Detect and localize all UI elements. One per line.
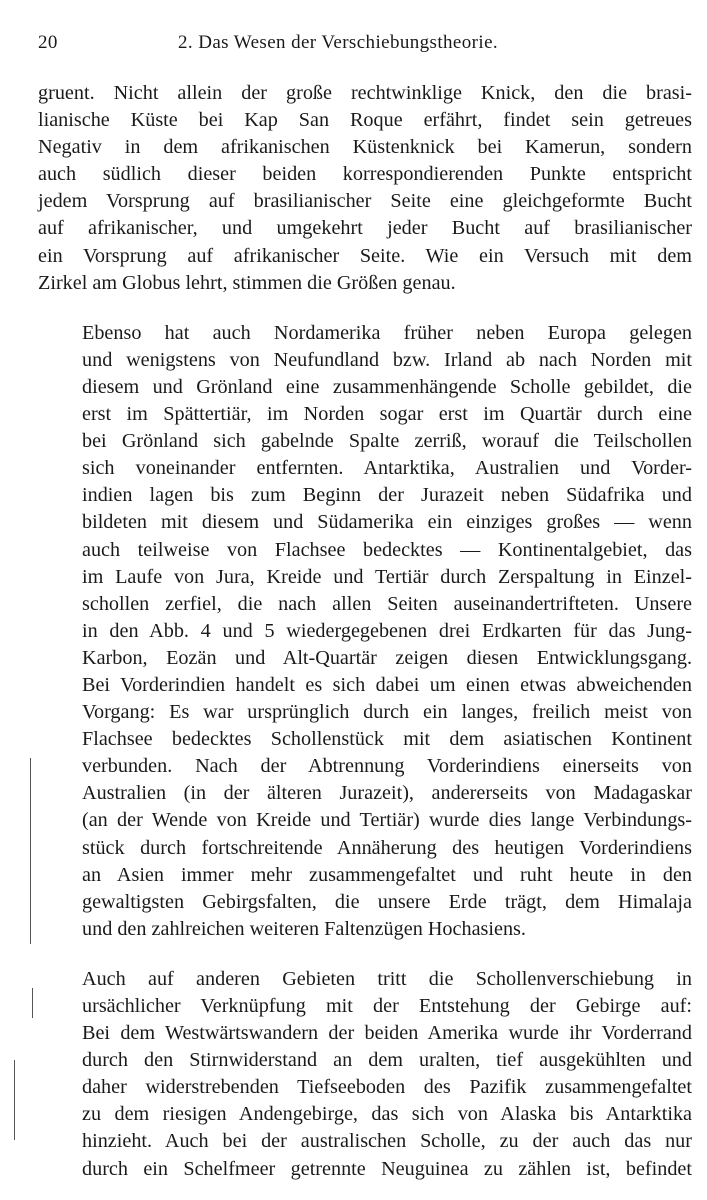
text-line: zu dem riesigen Andengebirge, das sich von Alaska bis Antarktika xyxy=(82,1103,692,1126)
text-line: sich voneinander entfernten. Antarktika, Australien und Vorder- xyxy=(82,457,692,480)
text-line: ein Vorsprung auf afrikanischer Seite. Wie ein Versuch mit dem xyxy=(38,244,692,267)
text-line: und wenigstens von Neufundland bzw. Irland ab nach Norden mit xyxy=(82,348,692,371)
paragraph-2 xyxy=(38,320,692,943)
page-header xyxy=(38,32,692,58)
text-line: stück durch fortschreitende Annäherung des heutigen Vorderindiens xyxy=(82,836,692,859)
running-title: 2. Das Wesen der Verschiebungstheorie. xyxy=(178,32,499,53)
text-line: hinzieht. Auch bei der australischen Scholle, zu der auch das nur xyxy=(82,1130,692,1153)
text-line: Australien (in der älteren Jurazeit), andererseits von Madagaskar xyxy=(82,782,692,805)
text-line: an Asien immer mehr zusammengefaltet und ruht heute in den xyxy=(82,863,692,886)
text-line: in den Abb. 4 und 5 wiedergegebenen drei Erdkarten für das Jung- xyxy=(82,619,692,642)
text-line: durch den Stirnwiderstand an dem uralten, tief ausgekühlten und xyxy=(82,1049,692,1072)
text-line: diesem und Grönland eine zusammenhängende Scholle gebildet, die xyxy=(82,375,692,398)
text-line: Flachsee bedecktes Schollenstück mit dem asiatischen Kontinent xyxy=(82,728,692,751)
text-line: Negativ in dem afrikanischen Küstenknick bei Kamerun, sondern xyxy=(38,136,692,159)
margin-mark xyxy=(14,1060,15,1140)
text-line: gruent. Nicht allein der große rechtwinklige Knick, den die brasi- xyxy=(38,82,692,104)
text-line: ursächlicher Verknüpfung mit der Entstehung der Gebirge auf: xyxy=(82,995,692,1017)
paragraph-3 xyxy=(38,966,692,1183)
text-line: Vorgang: Es war ursprünglich durch ein langes, freilich meist von xyxy=(82,701,692,724)
text-line: bildeten mit diesem und Südamerika ein einziges großes — wenn xyxy=(82,511,692,534)
text-line: indien lagen bis zum Beginn der Jurazeit neben Südafrika und xyxy=(82,484,692,507)
text-line: Karbon, Eozän und Alt-Quartär zeigen diesen Entwicklungsgang. xyxy=(82,646,692,669)
body-text xyxy=(38,80,692,1183)
text-line: Ebenso hat auch Nordamerika früher neben Europa gelegen xyxy=(82,321,692,344)
text-line: auf afrikanischer, und umgekehrt jeder Bucht auf brasilianischer xyxy=(38,217,692,240)
text-line: schollen zerfiel, die nach allen Seiten auseinandertrifteten. Unsere xyxy=(82,592,692,615)
text-line: Auch auf anderen Gebieten tritt die Schollenverschiebung in xyxy=(82,967,692,990)
text-line: und den zahlreichen weiteren Faltenzügen Hochasiens. xyxy=(82,917,526,940)
margin-mark xyxy=(30,758,31,944)
margin-mark xyxy=(32,988,33,1018)
text-line: auch teilweise von Flachsee bedecktes — Kontinentalgebiet, das xyxy=(82,538,692,561)
text-line: jedem Vorsprung auf brasilianischer Seite eine gleichgeformte Bucht xyxy=(38,190,692,213)
text-line: auch südlich dieser beiden korrespondierenden Punkte entspricht xyxy=(38,163,692,186)
text-line: lianische Küste bei Kap San Roque erfährt, findet sein getreues xyxy=(38,109,692,132)
text-line: daher widerstrebenden Tiefseeboden des Pazifik zusammengefaltet xyxy=(82,1076,692,1099)
text-line: Bei Vorderindien handelt es sich dabei um einen etwas abweichenden xyxy=(82,673,692,696)
page-number: 20 xyxy=(38,32,58,53)
text-line: (an der Wende von Kreide und Tertiär) wurde dies lange Verbindungs- xyxy=(82,809,692,832)
text-line: Zirkel am Globus lehrt, stimmen die Größen genau. xyxy=(38,271,456,294)
text-line: durch ein Schelfmeer getrennte Neuguinea zu zählen ist, befindet xyxy=(82,1157,692,1180)
text-line: erst im Spättertiär, im Norden sogar erst im Quartär durch eine xyxy=(82,403,692,426)
text-line: verbunden. Nach der Abtrennung Vorderindiens einerseits von xyxy=(82,755,692,778)
paragraph-1 xyxy=(38,80,692,297)
text-line: Bei dem Westwärtswandern der beiden Amerika wurde ihr Vorderrand xyxy=(82,1022,692,1045)
text-line: gewaltigsten Gebirgsfalten, die unsere Erde trägt, dem Himalaja xyxy=(82,890,692,913)
text-line: im Laufe von Jura, Kreide und Tertiär durch Zerspaltung in Einzel- xyxy=(82,565,692,588)
text-line: bei Grönland sich gabelnde Spalte zerriß, worauf die Teilschollen xyxy=(82,430,692,453)
